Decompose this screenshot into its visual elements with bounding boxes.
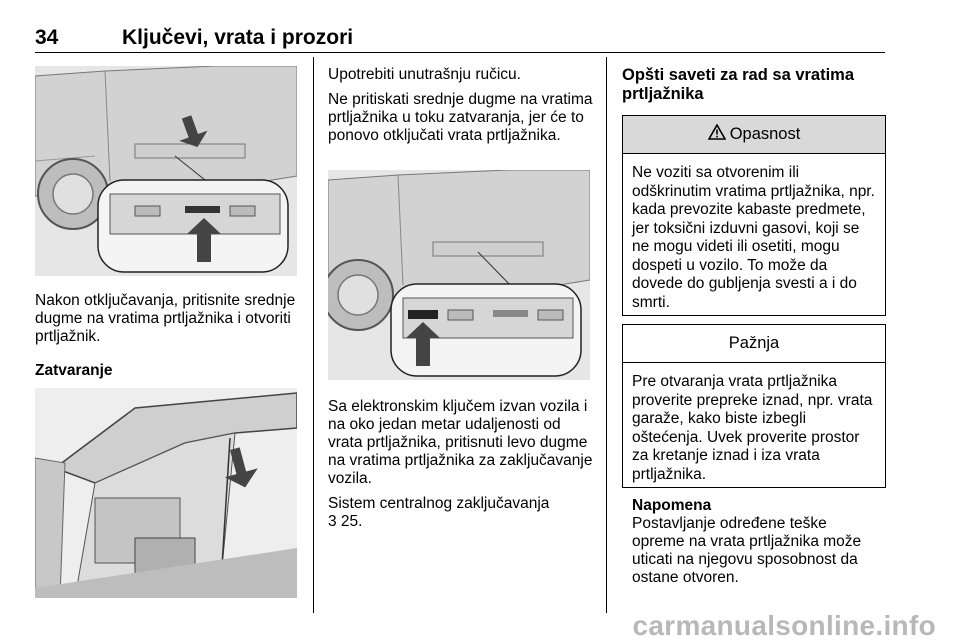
column-divider-1: [313, 57, 314, 613]
watermark: carmanualsonline.info: [632, 610, 936, 641]
note-text: Postavljanje određene teške opreme na vrata prtljažnika može uticati na njegovu sposobnost da ostane otvoren.: [632, 515, 862, 586]
caution-title: Pažnja: [728, 334, 780, 352]
paragraph-electronic-key: Sa elektronskim ključem izvan vozila i na oko jedan metar udaljenosti od vrata prtljažnika, pritisnuti levo dugme na vratima prtljažnika za zaključavanje vozila.: [328, 398, 593, 487]
danger-box-header: [623, 116, 885, 154]
column-2-text-bottom: [328, 398, 596, 531]
danger-title: Opasnost: [729, 125, 801, 143]
paragraph-inner-handle: Upotrebiti unutrašnju ručicu.: [328, 66, 521, 83]
figure-tailgate-lock: [328, 170, 590, 380]
figure-tailgate-unlock: [35, 66, 297, 276]
column-2-text-top: [328, 66, 593, 145]
caution-text: Pre otvaranja vrata prtljažnika proverite prepreke iznad, npr. vrata garaže, kako biste izbegli oštećenja. Uvek proverite prostor za kretanje iznad i iza vrata prtljažnika.: [632, 373, 873, 483]
column-1-text: [35, 292, 300, 380]
caution-box-header: [623, 325, 885, 363]
page-reference-text: 3 25.: [328, 513, 363, 530]
paragraph-do-not-press: Ne pritiskati srednje dugme na vratima prtljažnika u toku zatvaranja, jer će to ponovo otključati vrata prtljažnika.: [328, 91, 593, 144]
heading-zatvaranje: Zatvaranje: [35, 362, 113, 379]
column-divider-2: [606, 57, 607, 613]
page-reference: [328, 513, 596, 531]
note-section: [632, 497, 882, 587]
caution-box: [622, 324, 886, 488]
section-heading: Opšti saveti za rad sa vratima prtljažnika: [622, 66, 855, 103]
note-title: Napomena: [632, 497, 712, 514]
danger-text: Ne voziti sa otvorenim ili odškrinutim vratima prtljažnika, npr. kada prevozite kabaste predmete, jer toksični izduvni gasovi, koji se ne mogu videti ili osetiti, mogu dospeti u vozilo. To može da dovede do gubljenja svesti a i do smrti.: [632, 164, 875, 311]
page-header: [35, 26, 885, 53]
danger-box: [622, 115, 886, 316]
page-title: Ključevi, vrata i prozori: [122, 26, 354, 49]
warning-triangle-icon: [708, 124, 726, 145]
page-number: 34: [35, 26, 59, 49]
paragraph-central-locking: Sistem centralnog zaključavanja: [328, 495, 550, 512]
figure-tailgate-open: [35, 388, 297, 598]
paragraph-unlock: Nakon otključavanja, pritisnite srednje dugme na vratima prtljažnika i otvoriti prtljažnik.: [35, 292, 296, 345]
